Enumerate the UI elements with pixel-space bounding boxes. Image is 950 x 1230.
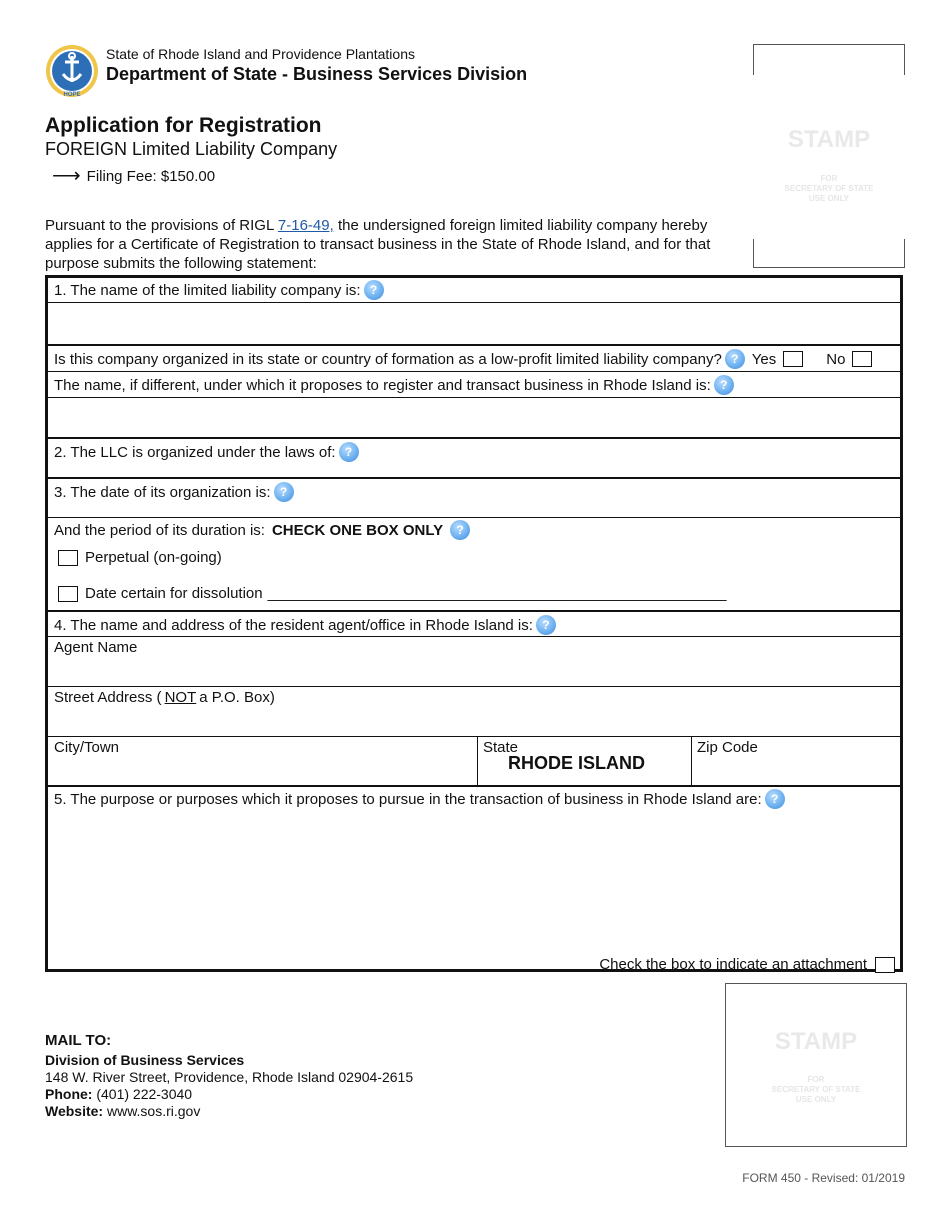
- mail-heading: MAIL TO:: [45, 1032, 112, 1049]
- q5-label: 5. The purpose or purposes which it proposes to pursue in the transaction of business in Rhode Island are:: [54, 790, 762, 808]
- mail-website: [45, 1103, 413, 1120]
- state-label: State: [483, 739, 519, 756]
- company-name-field[interactable]: [48, 302, 900, 344]
- duration-label: And the period of its duration is:: [54, 521, 265, 539]
- q4-row: [48, 610, 900, 636]
- q5-row[interactable]: [48, 785, 900, 973]
- form-title: Application for Registration: [45, 114, 322, 137]
- q4-label: 4. The name and address of the resident agent/office in Rhode Island is:: [54, 616, 533, 634]
- filing-fee-text: Filing Fee: $150.00: [86, 168, 216, 185]
- q2-row[interactable]: [48, 437, 900, 477]
- help-icon[interactable]: ?: [364, 280, 384, 300]
- q1-row: [48, 278, 900, 302]
- mail-to-block: [45, 1032, 413, 1120]
- stamp-label: STAMP: [774, 1028, 858, 1055]
- duration-instruction: CHECK ONE BOX ONLY: [271, 521, 444, 539]
- agent-name-field[interactable]: [48, 636, 900, 686]
- form-subtitle: FOREIGN Limited Liability Company: [45, 139, 338, 159]
- q3-row[interactable]: [48, 477, 900, 517]
- date-certain-label: Date certain for dissolution: [85, 585, 263, 602]
- attachment-checkbox[interactable]: [875, 957, 895, 973]
- stamp-box-bottom: [725, 983, 907, 1147]
- alt-name-field[interactable]: [48, 397, 900, 437]
- low-profit-row: [48, 344, 900, 371]
- dissolution-date-field[interactable]: _______________________________________________________: [267, 585, 727, 602]
- phone-value: (401) 222-3040: [92, 1086, 193, 1102]
- yes-label: Yes: [751, 350, 777, 368]
- attachment-label: Check the box to indicate an attachment: [599, 956, 867, 973]
- q1-label: 1. The name of the limited liability company is:: [54, 281, 361, 299]
- stamp-note-2: SECRETARY OF STATE: [784, 184, 874, 193]
- stamp-note-3: USE ONLY: [808, 194, 850, 203]
- arrow-right-icon: ⟶: [52, 165, 81, 187]
- stamp-note-1: FOR: [820, 174, 838, 183]
- street-label-not: NOT: [164, 689, 197, 706]
- stamp-note-2: SECRETARY OF STATE: [771, 1085, 861, 1094]
- mail-address: 148 W. River Street, Providence, Rhode Island 02904-2615: [45, 1069, 414, 1085]
- state-seal-logo: [45, 44, 99, 98]
- help-icon[interactable]: ?: [450, 520, 470, 540]
- stamp-label: STAMP: [787, 126, 871, 153]
- no-label: No: [826, 350, 846, 368]
- rigl-link[interactable]: 7-16-49,: [277, 217, 334, 234]
- low-profit-question: Is this company organized in its state or country of formation as a low-profit limited liability company?: [54, 350, 722, 368]
- duration-row: [48, 517, 900, 610]
- mail-org: Division of Business Services: [45, 1052, 245, 1068]
- mail-phone: [45, 1086, 413, 1103]
- alt-name-label: The name, if different, under which it proposes to register and transact business in Rhode Island is:: [54, 376, 711, 394]
- stamp-note-1: FOR: [807, 1075, 825, 1084]
- intro-paragraph: [45, 216, 745, 273]
- yes-checkbox[interactable]: [783, 351, 803, 367]
- stamp-box-top-frame: [753, 44, 905, 75]
- help-icon[interactable]: ?: [339, 442, 359, 462]
- q2-label: 2. The LLC is organized under the laws of:: [54, 443, 336, 461]
- alt-name-row: [48, 371, 900, 397]
- q3-label: 3. The date of its organization is:: [54, 483, 271, 501]
- department-name: Department of State - Business Services Division: [106, 64, 528, 84]
- city-label: City/Town: [54, 739, 120, 756]
- intro-text-pre: Pursuant to the provisions of RIGL: [45, 217, 278, 234]
- filing-fee: [52, 165, 216, 187]
- divider: [477, 737, 478, 785]
- intro-text-post: the undersigned foreign limited liability company hereby applies for a Certificate of Registration to transact business in the State of Rhode Island, and for that purpose submits the following statement:: [45, 217, 711, 272]
- no-checkbox[interactable]: [852, 351, 872, 367]
- help-icon[interactable]: ?: [274, 482, 294, 502]
- perpetual-label: Perpetual (on-going): [85, 549, 222, 566]
- street-label-pre: Street Address (: [54, 689, 162, 706]
- stamp-note-3: USE ONLY: [795, 1095, 837, 1104]
- zip-label: Zip Code: [697, 739, 758, 756]
- help-icon[interactable]: ?: [765, 789, 785, 809]
- website-value: www.sos.ri.gov: [103, 1103, 201, 1119]
- date-certain-checkbox[interactable]: [58, 586, 78, 602]
- perpetual-checkbox[interactable]: [58, 550, 78, 566]
- help-icon[interactable]: ?: [725, 349, 745, 369]
- seal-text: HOPE: [63, 92, 81, 98]
- street-address-label: [54, 689, 275, 706]
- stamp-box-bottom-frame: [753, 239, 905, 268]
- state-value: RHODE ISLAND: [508, 753, 646, 773]
- street-label-post: a P.O. Box): [199, 689, 275, 706]
- help-icon[interactable]: ?: [714, 375, 734, 395]
- divider: [691, 737, 692, 785]
- registration-form: [45, 275, 903, 972]
- street-address-field[interactable]: [48, 686, 900, 736]
- form-number: FORM 450 - Revised: 01/2019: [742, 1171, 905, 1185]
- help-icon[interactable]: ?: [536, 615, 556, 635]
- city-state-zip-row: [48, 736, 900, 785]
- state-name: State of Rhode Island and Providence Plantations: [106, 46, 415, 62]
- agent-name-label: Agent Name: [54, 639, 138, 656]
- stamp-box-top: [753, 44, 905, 268]
- phone-label: Phone:: [45, 1086, 93, 1102]
- website-label: Website:: [45, 1103, 104, 1119]
